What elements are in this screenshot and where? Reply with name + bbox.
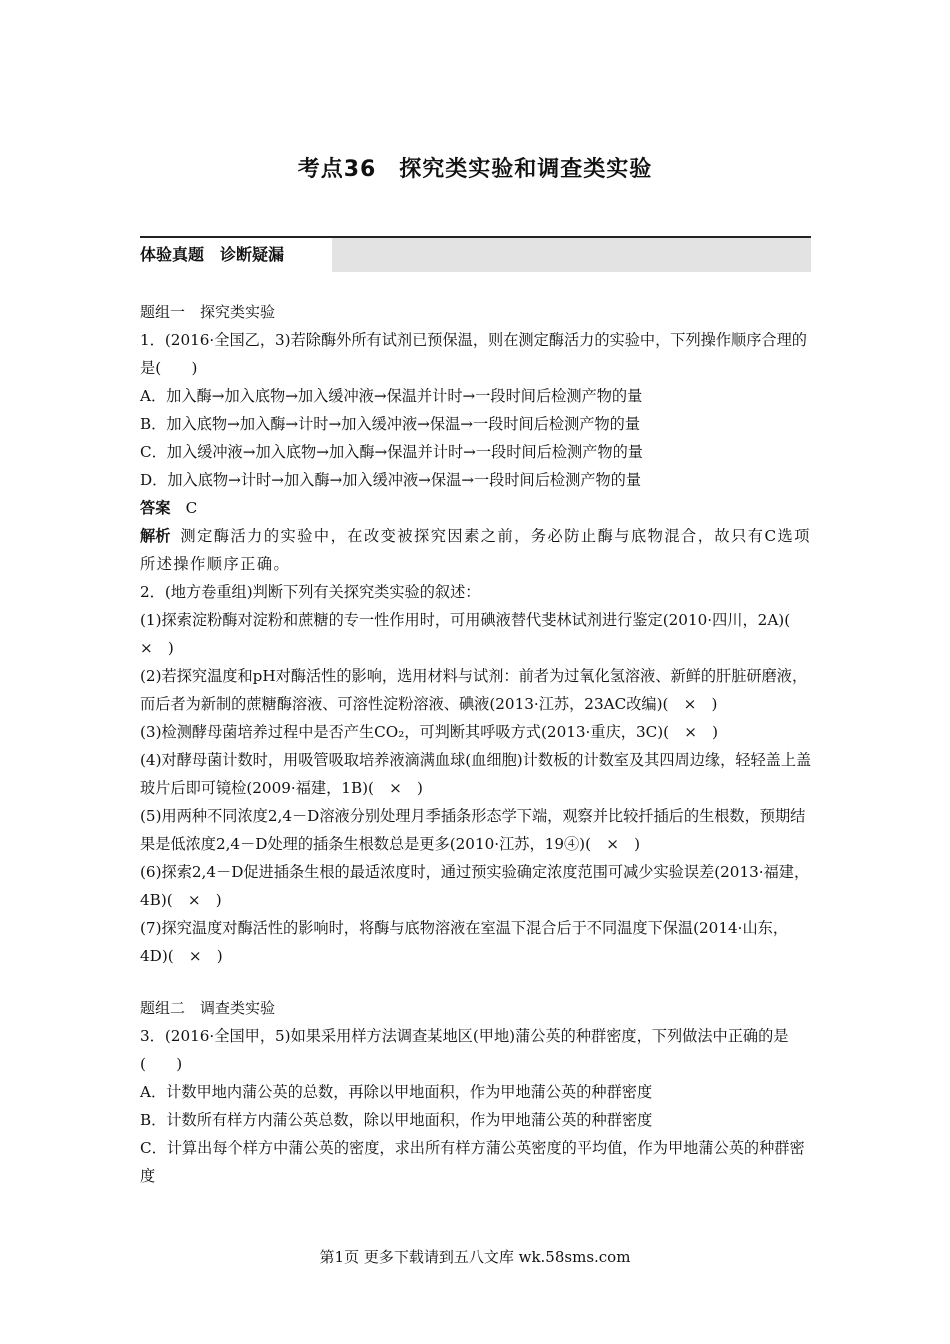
question-2-item-4: (4)对酵母菌计数时，用吸管吸取培养液滴满血球(血细胞)计数板的计数室及其四周边缘，轻轻盖上盖玻片后即可镜检(2009·福建，1B)( × ) (140, 751, 812, 797)
section-shade (332, 238, 811, 272)
question-3-option-c: C．计算出每个样方中蒲公英的密度，求出所有样方蒲公英密度的平均值，作为甲地蒲公英的种群密度 (140, 1139, 805, 1185)
section-header (140, 236, 811, 272)
group-heading-2: 题组二 调查类实验 (140, 999, 276, 1017)
question-1-option-d: D．加入底物→计时→加入酶→加入缓冲液→保温→一段时间后检测产物的量 (140, 471, 642, 489)
question-2-item-1: (1)探索淀粉酶对淀粉和蔗糖的专一性作用时，可用碘液替代斐林试剂进行鉴定(2010·四川，2A)( × ) (140, 611, 806, 657)
analysis-text: 测定酶活力的实验中，在改变被探究因素之前，务必防止酶与底物混合，故只有C选项所述操作顺序正确。 (140, 527, 811, 573)
analysis-label: 解析 (140, 527, 171, 545)
spacer (140, 970, 812, 994)
question-2-item-6: (6)探索2,4－D促进插条生根的最适浓度时，通过预实验确定浓度范围可减少实验误差(2013·福建，4B)( × ) (140, 863, 810, 909)
question-2-stem: 2．(地方卷重组)判断下列有关探究类实验的叙述： (140, 583, 481, 601)
question-1-option-a: A．加入酶→加入底物→加入缓冲液→保温并计时→一段时间后检测产物的量 (140, 387, 643, 405)
question-1-analysis (140, 522, 812, 578)
answer-value: C (185, 499, 198, 517)
question-3-option-b: B．计数所有样方内蒲公英总数，除以甲地面积，作为甲地蒲公英的种群密度 (140, 1111, 653, 1129)
group-heading-1: 题组一 探究类实验 (140, 303, 276, 321)
question-2-item-3: (3)检测酵母菌培养过程中是否产生CO₂，可判断其呼吸方式(2013·重庆，3C)( × ) (140, 723, 719, 741)
page-title: 考点36 探究类实验和调查类实验 (297, 157, 653, 182)
question-2-item-5: (5)用两种不同浓度2,4－D溶液分别处理月季插条形态学下端，观察并比较扦插后的生根数，预期结果是低浓度2,4－D处理的插条生根数总是更多(2010·江苏，19④)( × ) (140, 807, 806, 853)
question-1-stem: 1．(2016·全国乙，3)若除酶外所有试剂已预保温，则在测定酶活力的实验中，下列操作顺序合理的是( ) (140, 331, 807, 377)
question-3-stem: 3．(2016·全国甲，5)如果采用样方法调查某地区(甲地)蒲公英的种群密度，下列做法中正确的是( ) (140, 1027, 789, 1073)
answer-label: 答案 (140, 499, 171, 517)
question-1-option-b: B．加入底物→加入酶→计时→加入缓冲液→保温→一段时间后检测产物的量 (140, 415, 641, 433)
question-1-option-c: C．加入缓冲液→加入底物→加入酶→保温并计时→一段时间后检测产物的量 (140, 443, 643, 461)
section-label: 体验真题 诊断疑漏 (140, 238, 328, 272)
question-1-answer (140, 494, 812, 522)
page-footer: 第1页 更多下载请到五八文库 wk.58sms.com (319, 1248, 631, 1266)
question-2-item-7: (7)探究温度对酶活性的影响时，将酶与底物溶液在室温下混合后于不同温度下保温(2014·山东，4D)( × ) (140, 919, 789, 965)
question-3-option-a: A．计数甲地内蒲公英的总数，再除以甲地面积，作为甲地蒲公英的种群密度 (140, 1083, 653, 1101)
question-2-item-2: (2)若探究温度和pH对酶活性的影响，选用材料与试剂：前者为过氧化氢溶液、新鲜的肝脏研磨液，而后者为新制的蔗糖酶溶液、可溶性淀粉溶液、碘液(2013·江苏，23AC改编)( × ) (140, 667, 808, 713)
content (140, 298, 812, 1190)
